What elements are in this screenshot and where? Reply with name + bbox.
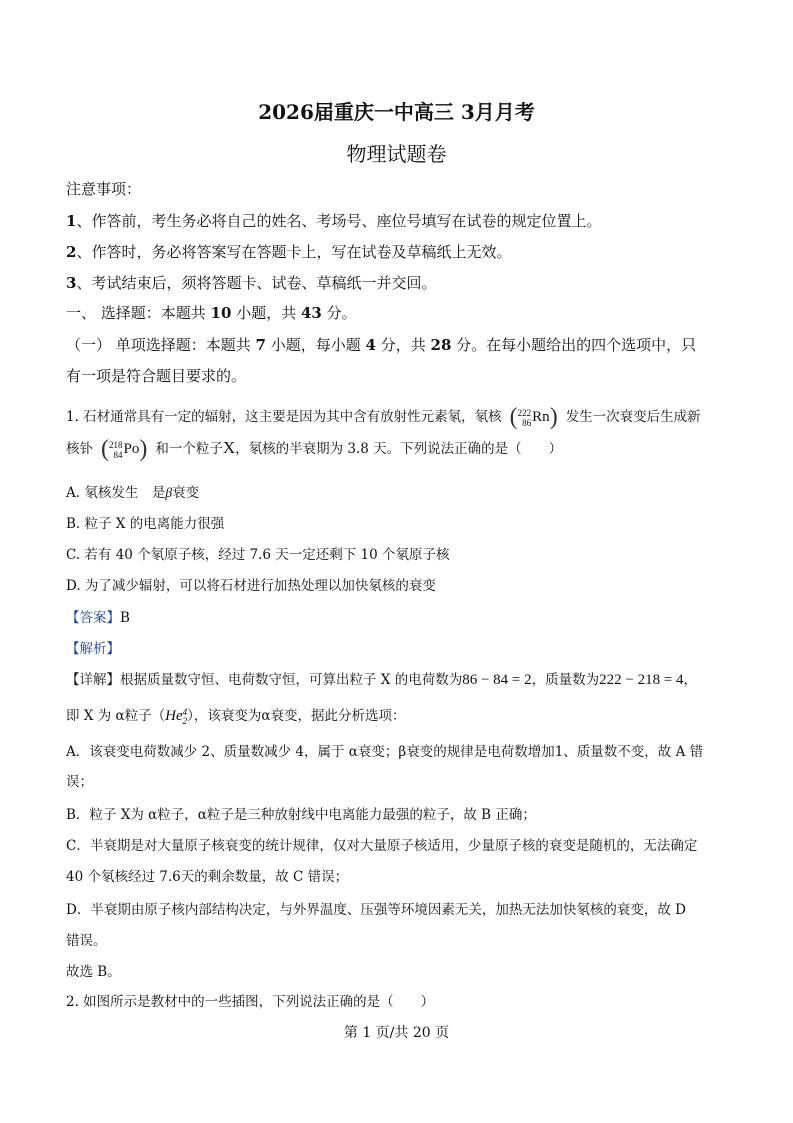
q1-stem-text: 发生一次衰变后生成新 (565, 409, 701, 425)
subsection-text: （一） 单项选择题：本题共 (66, 336, 256, 354)
mass-number: 218 (109, 439, 123, 450)
notice-item-3 (66, 272, 730, 293)
analysis-tag: 【解析】 (66, 641, 120, 657)
element-symbol: Po (123, 441, 140, 457)
subsection-heading-line2: 有一项是符合题目要求的。 (66, 367, 247, 385)
q1-option-b (66, 512, 730, 532)
q1-explain-line: 40 个氡核经过 7.6天的剩余数量，故 C 错误； (66, 869, 349, 885)
charge-number: 84 (113, 449, 123, 460)
q1-answer (66, 606, 730, 626)
section-count: 10 (210, 304, 232, 322)
radon-nucleus-symbol (504, 404, 564, 431)
paren-left: ( (509, 404, 518, 430)
paren-left: ( (101, 436, 109, 462)
helium-mass: 4 (182, 706, 188, 717)
q1-explain-line: B．粒子 X为 α粒子，α粒子是三种放射线中电离能力最强的粒子，故 B 正确； (66, 807, 536, 823)
subsection-count: 7 (255, 336, 266, 354)
notice-item-2 (66, 241, 730, 262)
charge-equation: 86 − 84 = 2 (462, 672, 532, 688)
option-text: 粒子 X 的电离能力很强 (80, 516, 225, 532)
option-label: D. (66, 578, 81, 594)
paren-right: ) (549, 404, 558, 430)
page-subtitle: 物理试题卷 (346, 142, 447, 166)
notice-item-text: 、作答前，考生务必将自己的姓名、考场号、座位号填写在试卷的规定位置上。 (76, 212, 602, 230)
nuclide-scripts (109, 440, 123, 460)
notice-item-number: 3 (66, 274, 77, 292)
q1-option-a (66, 481, 730, 501)
q1-explain-line: D．半衰期由原子核内部结构决定，与外界温度、压强等环境因素无关，加热无法加快氡核的衰变，故 D (66, 902, 686, 918)
polonium-nucleus-symbol (95, 436, 153, 463)
option-text: 为了减少辐射，可以将石材进行加热处理以加快氡核的衰变 (80, 578, 436, 594)
detail-text: 根据质量数守恒、电荷数守恒，可算出粒子 X 的电荷数为 (120, 672, 463, 688)
element-symbol: Rn (532, 409, 550, 425)
answer-tag: 【答案】 (66, 610, 120, 626)
helium-letters: He (165, 708, 183, 724)
notice-item-text: 、考试结束后，须将答题卡、试卷、草稿纸一并交回。 (76, 274, 437, 292)
section-heading-text: 小题，共 (231, 304, 301, 322)
q1-detail-line2 (66, 704, 730, 726)
q1-stem-text: 核钋 (66, 441, 93, 457)
subsection-text: 分。在每小题给出的四个选项中，只 (451, 336, 697, 354)
option-text: 若有 40 个氡原子核，经过 7.6 天一定还剩下 10 个氡原子核 (80, 547, 450, 563)
section-heading-text: 一、 选择题：本题共 (66, 304, 211, 322)
option-label: C. (66, 547, 81, 563)
q1-stem-text: 1. 石材通常具有一定的辐射，这主要是因为其中含有放射性元素氡，氡核 (66, 409, 502, 425)
detail-text: ），该衰变为α衰变，据此分析选项： (187, 708, 406, 724)
paren-right: ) (139, 436, 148, 462)
q1-detail-line1 (66, 668, 730, 689)
detail-text: ， (683, 672, 698, 688)
notice-item-number: 2 (66, 243, 77, 261)
q1-option-c (66, 543, 730, 563)
nuclide-scripts (518, 408, 532, 428)
subsection-text: 分，共 (375, 336, 431, 354)
answer-value: B (120, 610, 130, 626)
subsection-per-score: 4 (365, 336, 376, 354)
mass-number: 222 (517, 407, 532, 418)
charge-number: 86 (522, 417, 532, 428)
particle-x-symbol: X (222, 438, 236, 457)
q2-stem: 2. 如图所示是教材中的一些插图，下列说法正确的是（ ） (66, 994, 435, 1010)
notice-item-number: 1 (66, 212, 77, 230)
page-title: 2026届重庆一中高三 3月月考 (258, 100, 535, 124)
q1-explain-line: C．半衰期是对大量原子核衰变的统计规律，仅对大量原子核适用，少量原子核的衰变是随机的，无法确定 (66, 838, 698, 854)
detail-tag: 【详解】 (66, 672, 120, 688)
q1-explain-line: A．该衰变电荷数减少 2、质量数减少 4，属于 α衰变；β衰变的规律是电荷数增加1、质量数不变，故 A 错 (66, 744, 704, 760)
subsection-total: 28 (430, 336, 452, 354)
option-text: 氡核发生 是 (80, 485, 166, 501)
q1-stem-line2 (66, 436, 730, 463)
q1-explain-line: 错误。 (66, 933, 107, 949)
subsection-heading (66, 334, 730, 355)
subsection-text: 小题，每小题 (265, 336, 366, 354)
q1-option-d (66, 574, 730, 594)
section-heading (66, 302, 730, 323)
q1-explain-line: 误； (66, 774, 93, 790)
helium-charge: 2 (182, 715, 188, 726)
q1-conclusion: 故选 B。 (66, 964, 121, 980)
detail-text: 即 X 为 α粒子（ (66, 708, 166, 724)
option-label: B. (66, 516, 81, 532)
notice-item-1 (66, 210, 730, 231)
q1-stem-line1 (66, 404, 730, 431)
section-score: 43 (300, 304, 322, 322)
helium-symbol (165, 708, 187, 724)
section-heading-text: 分。 (321, 304, 357, 322)
detail-text: ，质量数为 (531, 672, 600, 688)
notice-item-text: 、作答时，务必将答案写在答题卡上，写在试卷及草稿纸上无效。 (76, 243, 512, 261)
mass-equation: 222 − 218 = 4 (599, 672, 684, 688)
option-text: 衰变 (172, 485, 200, 501)
q1-stem-text: ，氡核的半衰期为 3.8 天。下列说法正确的是（ ） (235, 441, 563, 457)
q1-analysis-tag (66, 637, 730, 657)
option-label: A. (66, 485, 81, 501)
page-footer: 第 1 页/共 20 页 (343, 1025, 450, 1041)
beta-symbol: β (165, 485, 173, 500)
q1-stem-text: 和一个粒子 (155, 441, 223, 457)
notice-heading: 注意事项： (66, 180, 142, 198)
